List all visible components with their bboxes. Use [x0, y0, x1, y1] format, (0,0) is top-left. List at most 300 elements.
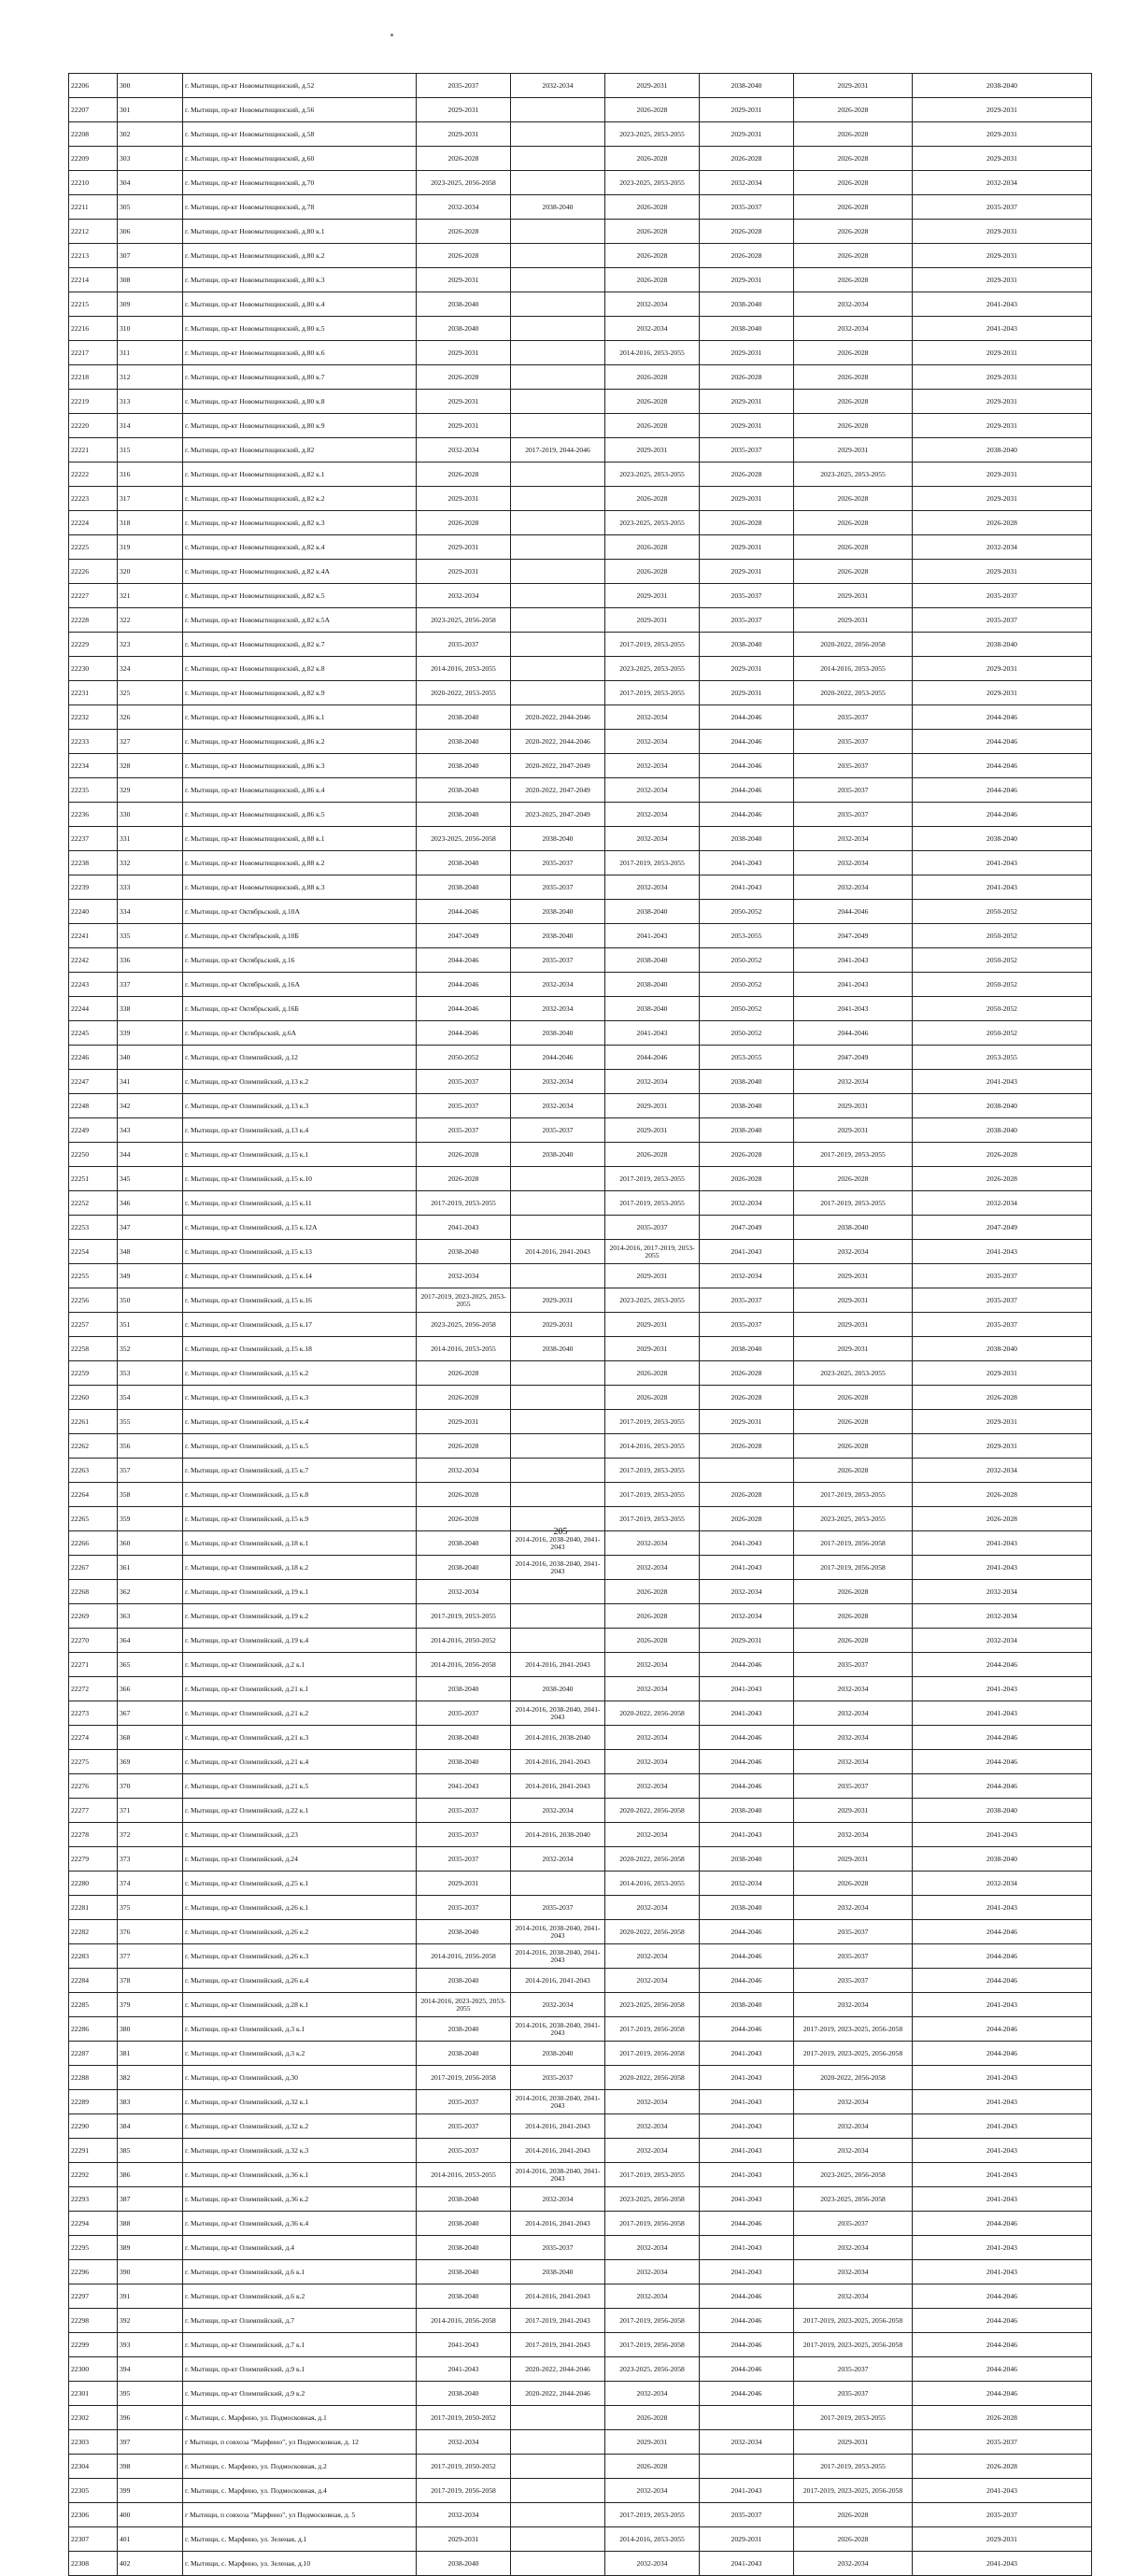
cell-item-number: 321 — [118, 584, 183, 608]
cell-period-1: 2038-2040 — [417, 2236, 511, 2260]
cell-period-6: 2041-2043 — [913, 2066, 1092, 2090]
cell-address: г. Мытищи, пр-кт Октябрьский, д.16А — [183, 973, 417, 997]
cell-address: г. Мытищи, пр-кт Новомытищинский, д.82 к.7 — [183, 633, 417, 657]
cell-item-number: 303 — [118, 147, 183, 171]
cell-period-6: 2041-2043 — [913, 2479, 1092, 2503]
cell-period-2: 2038-2040 — [511, 2042, 605, 2066]
cell-period-5: 2026-2028 — [794, 195, 913, 220]
table-row — [69, 1823, 1092, 1847]
cell-address: г Мытищи, п совхоза "Марфино", ул Подмосковная, д. 12 — [183, 2430, 417, 2455]
cell-item-number: 396 — [118, 2406, 183, 2430]
cell-address: г. Мытищи, пр-кт Олимпийский, д.15 к.4 — [183, 1410, 417, 1434]
cell-period-4: 2032-2034 — [700, 1191, 794, 1216]
cell-row-number: 22292 — [69, 2163, 118, 2187]
table-row — [69, 1726, 1092, 1750]
cell-period-4 — [700, 1459, 794, 1483]
cell-period-5: 2017-2019, 2023-2025, 2056-2058 — [794, 2333, 913, 2357]
table-row — [69, 2503, 1092, 2527]
cell-period-3: 2032-2034 — [605, 1531, 700, 1556]
cell-row-number: 22220 — [69, 414, 118, 438]
cell-period-1: 2026-2028 — [417, 147, 511, 171]
cell-address: г. Мытищи, пр-кт Новомытищинский, д.86 к.5 — [183, 803, 417, 827]
cell-period-4: 2026-2028 — [700, 365, 794, 390]
cell-period-2 — [511, 390, 605, 414]
cell-period-3: 2014-2016, 2053-2055 — [605, 341, 700, 365]
cell-period-3: 2017-2019, 2053-2055 — [605, 1459, 700, 1483]
cell-period-3: 2032-2034 — [605, 2139, 700, 2163]
cell-period-4: 2050-2052 — [700, 948, 794, 973]
cell-period-2 — [511, 1459, 605, 1483]
cell-period-5: 2017-2019, 2053-2055 — [794, 2455, 913, 2479]
cell-period-6: 2044-2046 — [913, 1944, 1092, 1969]
cell-period-3: 2038-2040 — [605, 948, 700, 973]
cell-period-3: 2032-2034 — [605, 1653, 700, 1677]
cell-period-3: 2017-2019, 2053-2055 — [605, 1507, 700, 1531]
cell-period-6: 2044-2046 — [913, 2212, 1092, 2236]
table-row — [69, 341, 1092, 365]
cell-period-5: 2035-2037 — [794, 1653, 913, 1677]
cell-period-4: 2035-2037 — [700, 608, 794, 633]
cell-period-2: 2035-2037 — [511, 1118, 605, 1143]
cell-row-number: 22308 — [69, 2552, 118, 2576]
cell-period-4: 2029-2031 — [700, 268, 794, 292]
cell-row-number: 22275 — [69, 1750, 118, 1774]
cell-period-5: 2041-2043 — [794, 948, 913, 973]
cell-period-5: 2032-2034 — [794, 1726, 913, 1750]
cell-period-5: 2032-2034 — [794, 2236, 913, 2260]
cell-item-number: 375 — [118, 1896, 183, 1920]
cell-address: г. Мытищи, пр-кт Новомытищинский, д.86 к.1 — [183, 705, 417, 730]
cell-period-3: 2026-2028 — [605, 268, 700, 292]
cell-period-6: 2050-2052 — [913, 924, 1092, 948]
cell-row-number: 22257 — [69, 1313, 118, 1337]
cell-item-number: 390 — [118, 2260, 183, 2284]
table-row — [69, 584, 1092, 608]
cell-period-5: 2026-2028 — [794, 1872, 913, 1896]
cell-period-4: 2032-2034 — [700, 2430, 794, 2455]
cell-period-2: 2014-2016, 2038-2040, 2041-2043 — [511, 2090, 605, 2114]
cell-row-number: 22290 — [69, 2114, 118, 2139]
cell-address: г. Мытищи, пр-кт Новомытищинский, д.82 к.4А — [183, 560, 417, 584]
cell-address: г. Мытищи, пр-кт Олимпийский, д.32 к.2 — [183, 2114, 417, 2139]
cell-period-6: 2029-2031 — [913, 1434, 1092, 1459]
cell-period-1: 2023-2025, 2056-2058 — [417, 827, 511, 851]
cell-period-1: 2014-2016, 2053-2055 — [417, 2163, 511, 2187]
cell-period-5: 2035-2037 — [794, 1774, 913, 1799]
cell-row-number: 22248 — [69, 1094, 118, 1118]
cell-period-4: 2038-2040 — [700, 1118, 794, 1143]
cell-item-number: 363 — [118, 1604, 183, 1629]
table-row — [69, 560, 1092, 584]
cell-address: г. Мытищи, пр-кт Олимпийский, д.15 к.2 — [183, 1361, 417, 1386]
cell-period-5: 2035-2037 — [794, 1920, 913, 1944]
cell-address: г. Мытищи, пр-кт Олимпийский, д.15 к.1 — [183, 1143, 417, 1167]
cell-item-number: 388 — [118, 2212, 183, 2236]
cell-period-3: 2026-2028 — [605, 1386, 700, 1410]
cell-address: г. Мытищи, пр-кт Олимпийский, д.3 к.1 — [183, 2017, 417, 2042]
cell-period-6: 2029-2031 — [913, 681, 1092, 705]
cell-period-5: 2026-2028 — [794, 268, 913, 292]
cell-row-number: 22259 — [69, 1361, 118, 1386]
cell-period-5: 2026-2028 — [794, 1629, 913, 1653]
cell-period-5: 2023-2025, 2053-2055 — [794, 1507, 913, 1531]
table-row — [69, 1677, 1092, 1701]
cell-period-5: 2032-2034 — [794, 1750, 913, 1774]
cell-item-number: 397 — [118, 2430, 183, 2455]
cell-address: г. Мытищи, пр-кт Новомытищинский, д.56 — [183, 98, 417, 122]
cell-row-number: 22229 — [69, 633, 118, 657]
cell-period-1: 2029-2031 — [417, 487, 511, 511]
cell-period-3: 2017-2019, 2053-2055 — [605, 2163, 700, 2187]
cell-row-number: 22209 — [69, 147, 118, 171]
table-row — [69, 2430, 1092, 2455]
cell-period-2: 2014-2016, 2041-2043 — [511, 2212, 605, 2236]
cell-period-5: 2047-2049 — [794, 1046, 913, 1070]
table-row — [69, 803, 1092, 827]
cell-period-5: 2032-2034 — [794, 2284, 913, 2309]
cell-period-3: 2014-2016, 2053-2055 — [605, 1872, 700, 1896]
cell-item-number: 398 — [118, 2455, 183, 2479]
cell-row-number: 22261 — [69, 1410, 118, 1434]
cell-item-number: 395 — [118, 2382, 183, 2406]
cell-period-6: 2038-2040 — [913, 1118, 1092, 1143]
cell-period-6: 2026-2028 — [913, 1167, 1092, 1191]
cell-period-4: 2050-2052 — [700, 1021, 794, 1046]
cell-period-2: 2014-2016, 2038-2040 — [511, 1726, 605, 1750]
cell-period-6: 2050-2052 — [913, 973, 1092, 997]
cell-period-6: 2038-2040 — [913, 74, 1092, 98]
cell-period-6: 2032-2034 — [913, 1580, 1092, 1604]
cell-item-number: 359 — [118, 1507, 183, 1531]
cell-address: г. Мытищи, пр-кт Новомытищинский, д.82 к.5 — [183, 584, 417, 608]
cell-period-2: 2014-2016, 2041-2043 — [511, 1653, 605, 1677]
cell-period-3: 2032-2034 — [605, 1070, 700, 1094]
cell-address: г. Мытищи, пр-кт Новомытищинский, д.86 к.4 — [183, 778, 417, 803]
cell-period-3: 2032-2034 — [605, 1774, 700, 1799]
cell-period-4: 2029-2031 — [700, 1629, 794, 1653]
table-row — [69, 2066, 1092, 2090]
cell-row-number: 22224 — [69, 511, 118, 535]
cell-period-3: 2029-2031 — [605, 1264, 700, 1288]
cell-period-1: 2038-2040 — [417, 1726, 511, 1750]
cell-period-6: 2029-2031 — [913, 365, 1092, 390]
cell-period-6: 2029-2031 — [913, 122, 1092, 147]
cell-item-number: 335 — [118, 924, 183, 948]
cell-row-number: 22238 — [69, 851, 118, 875]
cell-period-6: 2041-2043 — [913, 1701, 1092, 1726]
cell-period-3: 2041-2043 — [605, 1021, 700, 1046]
cell-period-2 — [511, 268, 605, 292]
cell-period-1: 2032-2034 — [417, 1459, 511, 1483]
cell-period-4: 2044-2046 — [700, 2357, 794, 2382]
cell-period-3: 2017-2019, 2056-2058 — [605, 2212, 700, 2236]
cell-period-1: 2017-2019, 2053-2055 — [417, 1604, 511, 1629]
cell-period-4: 2041-2043 — [700, 1823, 794, 1847]
cell-period-1: 2026-2028 — [417, 511, 511, 535]
cell-period-1: 2035-2037 — [417, 1094, 511, 1118]
cell-period-1: 2029-2031 — [417, 98, 511, 122]
cell-period-3: 2029-2031 — [605, 608, 700, 633]
cell-period-1: 2017-2019, 2050-2052 — [417, 2406, 511, 2430]
cell-period-1: 2035-2037 — [417, 74, 511, 98]
cell-row-number: 22301 — [69, 2382, 118, 2406]
cell-period-3: 2026-2028 — [605, 2406, 700, 2430]
cell-period-3: 2032-2034 — [605, 705, 700, 730]
cell-row-number: 22294 — [69, 2212, 118, 2236]
cell-item-number: 378 — [118, 1969, 183, 1993]
cell-row-number: 22270 — [69, 1629, 118, 1653]
cell-row-number: 22247 — [69, 1070, 118, 1094]
cell-period-5: 2029-2031 — [794, 1118, 913, 1143]
cell-address: г. Мытищи, пр-кт Олимпийский, д.19 к.1 — [183, 1580, 417, 1604]
table-row — [69, 535, 1092, 560]
table-row — [69, 2455, 1092, 2479]
cell-period-1: 2038-2040 — [417, 1920, 511, 1944]
cell-period-3: 2023-2025, 2053-2055 — [605, 511, 700, 535]
cell-period-3: 2026-2028 — [605, 1604, 700, 1629]
cell-period-2: 2038-2040 — [511, 1021, 605, 1046]
cell-period-2: 2014-2016, 2041-2043 — [511, 2139, 605, 2163]
cell-period-4: 2035-2037 — [700, 438, 794, 463]
cell-period-1: 2014-2016, 2056-2058 — [417, 1944, 511, 1969]
cell-period-2 — [511, 1434, 605, 1459]
cell-period-4: 2041-2043 — [700, 2187, 794, 2212]
cell-period-2: 2014-2016, 2041-2043 — [511, 2284, 605, 2309]
cell-period-5: 2032-2034 — [794, 317, 913, 341]
cell-period-5: 2020-2022, 2056-2058 — [794, 2066, 913, 2090]
cell-period-1: 2038-2040 — [417, 2552, 511, 2576]
cell-period-1: 2026-2028 — [417, 220, 511, 244]
cell-item-number: 356 — [118, 1434, 183, 1459]
cell-period-1: 2044-2046 — [417, 973, 511, 997]
cell-item-number: 374 — [118, 1872, 183, 1896]
cell-row-number: 22206 — [69, 74, 118, 98]
table-row — [69, 778, 1092, 803]
cell-period-2: 2035-2037 — [511, 851, 605, 875]
table-row — [69, 900, 1092, 924]
cell-period-6: 2029-2031 — [913, 560, 1092, 584]
cell-period-5: 2029-2031 — [794, 1094, 913, 1118]
cell-period-1: 2032-2034 — [417, 1580, 511, 1604]
cell-period-1: 2038-2040 — [417, 851, 511, 875]
cell-period-4: 2032-2034 — [700, 171, 794, 195]
cell-period-2: 2014-2016, 2041-2043 — [511, 1969, 605, 1993]
cell-item-number: 383 — [118, 2090, 183, 2114]
cell-period-4: 2038-2040 — [700, 317, 794, 341]
table-row — [69, 2090, 1092, 2114]
cell-row-number: 22276 — [69, 1774, 118, 1799]
cell-period-2: 2014-2016, 2038-2040, 2041-2043 — [511, 2017, 605, 2042]
cell-period-1: 2026-2028 — [417, 1434, 511, 1459]
cell-period-6: 2032-2034 — [913, 1459, 1092, 1483]
cell-period-2: 2014-2016, 2038-2040, 2041-2043 — [511, 1944, 605, 1969]
cell-period-4: 2044-2046 — [700, 1750, 794, 1774]
table-row — [69, 1167, 1092, 1191]
cell-period-1: 2017-2019, 2053-2055 — [417, 1191, 511, 1216]
cell-row-number: 22304 — [69, 2455, 118, 2479]
cell-item-number: 367 — [118, 1701, 183, 1726]
cell-address: г. Мытищи, пр-кт Олимпийский, д.6 к.1 — [183, 2260, 417, 2284]
table-row — [69, 1143, 1092, 1167]
cell-item-number: 389 — [118, 2236, 183, 2260]
cell-period-6: 2041-2043 — [913, 2260, 1092, 2284]
table-row — [69, 1701, 1092, 1726]
cell-period-6: 2029-2031 — [913, 341, 1092, 365]
cell-period-6: 2035-2037 — [913, 1288, 1092, 1313]
cell-period-1: 2029-2031 — [417, 560, 511, 584]
table-row — [69, 1216, 1092, 1240]
cell-item-number: 325 — [118, 681, 183, 705]
cell-period-2 — [511, 1167, 605, 1191]
cell-period-3: 2032-2034 — [605, 2552, 700, 2576]
cell-item-number: 387 — [118, 2187, 183, 2212]
cell-period-6: 2038-2040 — [913, 1337, 1092, 1361]
cell-period-6: 2041-2043 — [913, 1070, 1092, 1094]
cell-item-number: 331 — [118, 827, 183, 851]
cell-period-3: 2023-2025, 2053-2055 — [605, 122, 700, 147]
cell-period-1: 2026-2028 — [417, 463, 511, 487]
cell-period-4: 2035-2037 — [700, 1288, 794, 1313]
cell-item-number: 307 — [118, 244, 183, 268]
cell-period-4: 2035-2037 — [700, 2503, 794, 2527]
cell-period-5: 2029-2031 — [794, 608, 913, 633]
cell-period-2: 2014-2016, 2041-2043 — [511, 1750, 605, 1774]
cell-period-4: 2038-2040 — [700, 827, 794, 851]
cell-period-1: 2035-2037 — [417, 1896, 511, 1920]
cell-address: г. Мытищи, пр-кт Олимпийский, д.15 к.18 — [183, 1337, 417, 1361]
cell-period-3: 2026-2028 — [605, 98, 700, 122]
cell-period-5: 2032-2034 — [794, 827, 913, 851]
cell-period-6: 2035-2037 — [913, 584, 1092, 608]
cell-period-4: 2047-2049 — [700, 1216, 794, 1240]
cell-period-4: 2029-2031 — [700, 535, 794, 560]
cell-row-number: 22262 — [69, 1434, 118, 1459]
cell-row-number: 22271 — [69, 1653, 118, 1677]
cell-period-1: 2026-2028 — [417, 1483, 511, 1507]
cell-period-3: 2017-2019, 2053-2055 — [605, 1191, 700, 1216]
cell-period-6: 2047-2049 — [913, 1216, 1092, 1240]
cell-item-number: 393 — [118, 2333, 183, 2357]
cell-period-2 — [511, 584, 605, 608]
cell-period-1: 2032-2034 — [417, 2430, 511, 2455]
cell-item-number: 329 — [118, 778, 183, 803]
cell-row-number: 22214 — [69, 268, 118, 292]
cell-item-number: 336 — [118, 948, 183, 973]
table-row — [69, 1021, 1092, 1046]
cell-period-5: 2035-2037 — [794, 705, 913, 730]
table-row — [69, 2260, 1092, 2284]
cell-address: г. Мытищи, пр-кт Октябрьский, д.16Б — [183, 997, 417, 1021]
cell-row-number: 22291 — [69, 2139, 118, 2163]
cell-period-5: 2029-2031 — [794, 1288, 913, 1313]
cell-period-6: 2032-2034 — [913, 1872, 1092, 1896]
cell-item-number: 370 — [118, 1774, 183, 1799]
cell-period-1: 2032-2034 — [417, 2503, 511, 2527]
cell-row-number: 22258 — [69, 1337, 118, 1361]
cell-period-5: 2035-2037 — [794, 1944, 913, 1969]
table-row — [69, 1361, 1092, 1386]
cell-period-3: 2029-2031 — [605, 1118, 700, 1143]
cell-period-2 — [511, 657, 605, 681]
cell-row-number: 22252 — [69, 1191, 118, 1216]
cell-period-3: 2017-2019, 2053-2055 — [605, 633, 700, 657]
table-row — [69, 730, 1092, 754]
table-row — [69, 681, 1092, 705]
cell-period-4: 2041-2043 — [700, 2139, 794, 2163]
cell-address: г. Мытищи, с. Марфино, ул. Зеленая, д.10 — [183, 2552, 417, 2576]
cell-period-3: 2026-2028 — [605, 147, 700, 171]
cell-period-2 — [511, 171, 605, 195]
cell-row-number: 22253 — [69, 1216, 118, 1240]
cell-row-number: 22225 — [69, 535, 118, 560]
cell-period-1: 2044-2046 — [417, 997, 511, 1021]
cell-address: г. Мытищи, пр-кт Олимпийский, д.21 к.1 — [183, 1677, 417, 1701]
cell-address: г. Мытищи, пр-кт Олимпийский, д.36 к.4 — [183, 2212, 417, 2236]
table-row — [69, 2382, 1092, 2406]
cell-period-3: 2026-2028 — [605, 244, 700, 268]
cell-period-2: 2038-2040 — [511, 900, 605, 924]
cell-address: г. Мытищи, пр-кт Новомытищинский, д.82 к.3 — [183, 511, 417, 535]
table-row — [69, 2236, 1092, 2260]
cell-address: г. Мытищи, пр-кт Олимпийский, д.15 к.12А — [183, 1216, 417, 1240]
cell-period-5: 2032-2034 — [794, 851, 913, 875]
cell-period-1: 2035-2037 — [417, 1118, 511, 1143]
cell-item-number: 316 — [118, 463, 183, 487]
cell-period-5: 2026-2028 — [794, 365, 913, 390]
cell-period-2 — [511, 317, 605, 341]
cell-period-6: 2035-2037 — [913, 195, 1092, 220]
cell-period-2 — [511, 147, 605, 171]
cell-item-number: 365 — [118, 1653, 183, 1677]
cell-period-5: 2026-2028 — [794, 147, 913, 171]
cell-period-1: 2029-2031 — [417, 341, 511, 365]
cell-period-2: 2044-2046 — [511, 1046, 605, 1070]
cell-period-3: 2020-2022, 2056-2058 — [605, 2066, 700, 2090]
cell-address: г. Мытищи, пр-кт Олимпийский, д.13 к.4 — [183, 1118, 417, 1143]
table-row — [69, 487, 1092, 511]
cell-period-1: 2023-2025, 2056-2058 — [417, 171, 511, 195]
cell-period-1: 2029-2031 — [417, 390, 511, 414]
cell-period-2 — [511, 1264, 605, 1288]
cell-period-6: 2041-2043 — [913, 875, 1092, 900]
cell-period-4: 2038-2040 — [700, 1337, 794, 1361]
cell-period-4: 2026-2028 — [700, 1507, 794, 1531]
cell-item-number: 357 — [118, 1459, 183, 1483]
cell-item-number: 352 — [118, 1337, 183, 1361]
cell-period-1: 2014-2016, 2053-2055 — [417, 657, 511, 681]
cell-period-6: 2041-2043 — [913, 851, 1092, 875]
cell-period-6: 2026-2028 — [913, 2406, 1092, 2430]
table-row — [69, 2357, 1092, 2382]
cell-period-4: 2026-2028 — [700, 463, 794, 487]
cell-period-5: 2044-2046 — [794, 900, 913, 924]
cell-item-number: 312 — [118, 365, 183, 390]
cell-item-number: 369 — [118, 1750, 183, 1774]
cell-address: г. Мытищи, пр-кт Олимпийский, д.6 к.2 — [183, 2284, 417, 2309]
cell-period-2 — [511, 2455, 605, 2479]
cell-period-2: 2020-2022, 2047-2049 — [511, 754, 605, 778]
cell-item-number: 337 — [118, 973, 183, 997]
cell-period-3: 2017-2019, 2056-2058 — [605, 2017, 700, 2042]
cell-period-4 — [700, 2406, 794, 2430]
cell-period-1: 2035-2037 — [417, 1070, 511, 1094]
cell-address: г. Мытищи, пр-кт Новомытищинский, д.80 к.8 — [183, 390, 417, 414]
table-row — [69, 292, 1092, 317]
cell-period-5: 2035-2037 — [794, 778, 913, 803]
table-row — [69, 1094, 1092, 1118]
cell-period-6: 2041-2043 — [913, 2163, 1092, 2187]
cell-item-number: 381 — [118, 2042, 183, 2066]
